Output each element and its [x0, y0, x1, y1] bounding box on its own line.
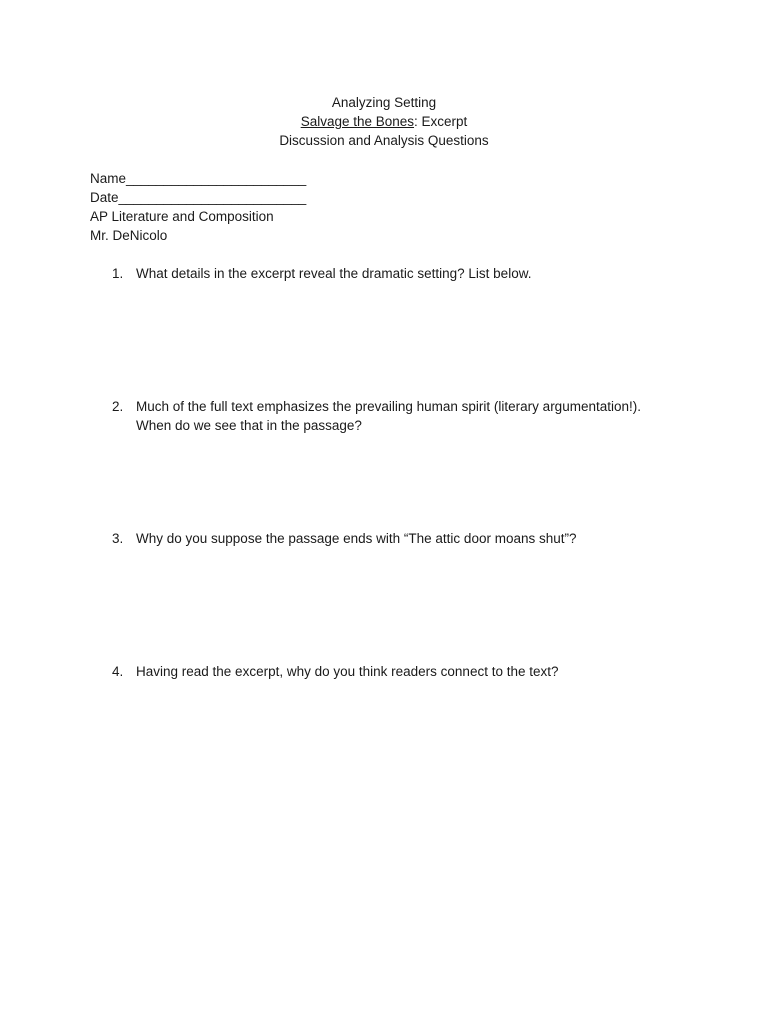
question-text	[136, 397, 672, 435]
student-info-fields	[90, 169, 490, 245]
date-field	[90, 188, 490, 207]
book-title-suffix: : Excerpt	[414, 114, 468, 129]
worksheet-title: Analyzing Setting	[331, 95, 437, 110]
date-label: Date	[90, 190, 119, 205]
name-label: Name	[90, 171, 127, 186]
name-field	[90, 169, 490, 188]
question-item-3	[112, 529, 672, 548]
question-item-1	[112, 264, 672, 283]
question-text: Why do you suppose the passage ends with “The attic door moans shut”?	[136, 531, 577, 546]
question-item-4	[112, 662, 672, 681]
question-text: What details in the excerpt reveal the dramatic setting? List below.	[136, 266, 532, 281]
course-name: AP Literature and Composition	[90, 209, 274, 224]
question-number: 4.	[112, 664, 124, 679]
question-number: 2.	[112, 399, 124, 414]
book-title: Salvage the Bones	[300, 114, 415, 129]
question-number: 3.	[112, 531, 124, 546]
date-blank-line: _________________________	[118, 190, 307, 205]
question-text: Having read the excerpt, why do you think readers connect to the text?	[136, 664, 559, 679]
question-number: 1.	[112, 266, 124, 281]
question-item-2	[112, 397, 672, 435]
book-title-line	[0, 112, 768, 131]
worksheet-subtitle: Discussion and Analysis Questions	[279, 133, 489, 148]
name-blank-line: ________________________	[126, 171, 307, 186]
question-text-line-1: Much of the full text emphasizes the prevailing human spirit (literary argumentation!).	[136, 399, 641, 414]
title-block	[0, 93, 768, 150]
teacher-name: Mr. DeNicolo	[90, 228, 168, 243]
question-text-line-2: When do we see that in the passage?	[136, 418, 362, 433]
